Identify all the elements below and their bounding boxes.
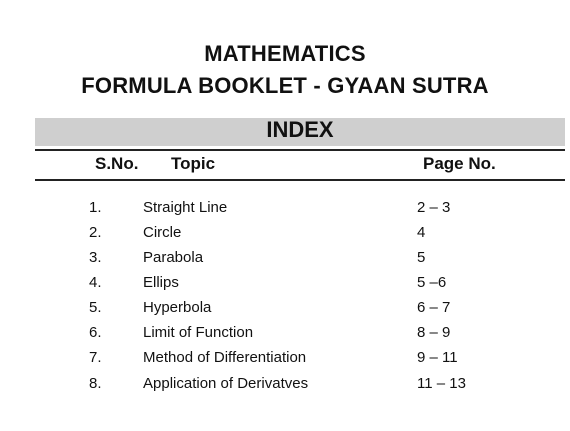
row-sno: 6. — [89, 324, 102, 341]
row-topic: Hyperbola — [143, 299, 212, 316]
header-top-rule — [35, 149, 565, 151]
index-heading: INDEX — [266, 117, 334, 142]
row-topic: Straight Line — [143, 199, 228, 216]
column-header-page: Page No. — [423, 154, 496, 173]
table-row — [0, 299, 570, 319]
row-sno: 3. — [89, 249, 102, 266]
row-sno: 7. — [89, 349, 102, 366]
table-row — [0, 224, 570, 244]
row-topic: Method of Differentiation — [143, 349, 307, 366]
booklet-subtitle: FORMULA BOOKLET - GYAAN SUTRA — [81, 73, 489, 98]
row-sno: 4. — [89, 274, 102, 291]
row-page: 2 – 3 — [417, 199, 451, 216]
column-header-sno: S.No. — [95, 154, 139, 173]
row-sno: 8. — [89, 375, 102, 392]
row-topic: Parabola — [143, 249, 204, 266]
table-row — [0, 274, 570, 294]
table-row — [0, 199, 570, 219]
header-bottom-rule — [35, 179, 565, 181]
row-page: 6 – 7 — [417, 299, 451, 316]
row-page: 11 – 13 — [417, 375, 466, 392]
row-topic: Application of Derivatves — [143, 375, 309, 392]
row-topic: Limit of Function — [143, 324, 254, 341]
column-header-topic: Topic — [171, 154, 216, 173]
table-row — [0, 249, 570, 269]
row-page: 9 – 11 — [417, 349, 458, 366]
row-page: 5 — [417, 249, 426, 266]
row-sno: 1. — [89, 199, 102, 216]
row-sno: 2. — [89, 224, 102, 241]
table-row — [0, 324, 570, 344]
row-page: 4 — [417, 224, 426, 241]
row-page: 8 – 9 — [417, 324, 451, 341]
row-topic: Ellips — [143, 274, 179, 291]
row-page: 5 –6 — [417, 274, 447, 291]
table-row — [0, 349, 570, 369]
row-topic: Circle — [143, 224, 182, 241]
booklet-title: MATHEMATICS — [204, 41, 366, 66]
row-sno: 5. — [89, 299, 102, 316]
table-row — [0, 375, 570, 395]
